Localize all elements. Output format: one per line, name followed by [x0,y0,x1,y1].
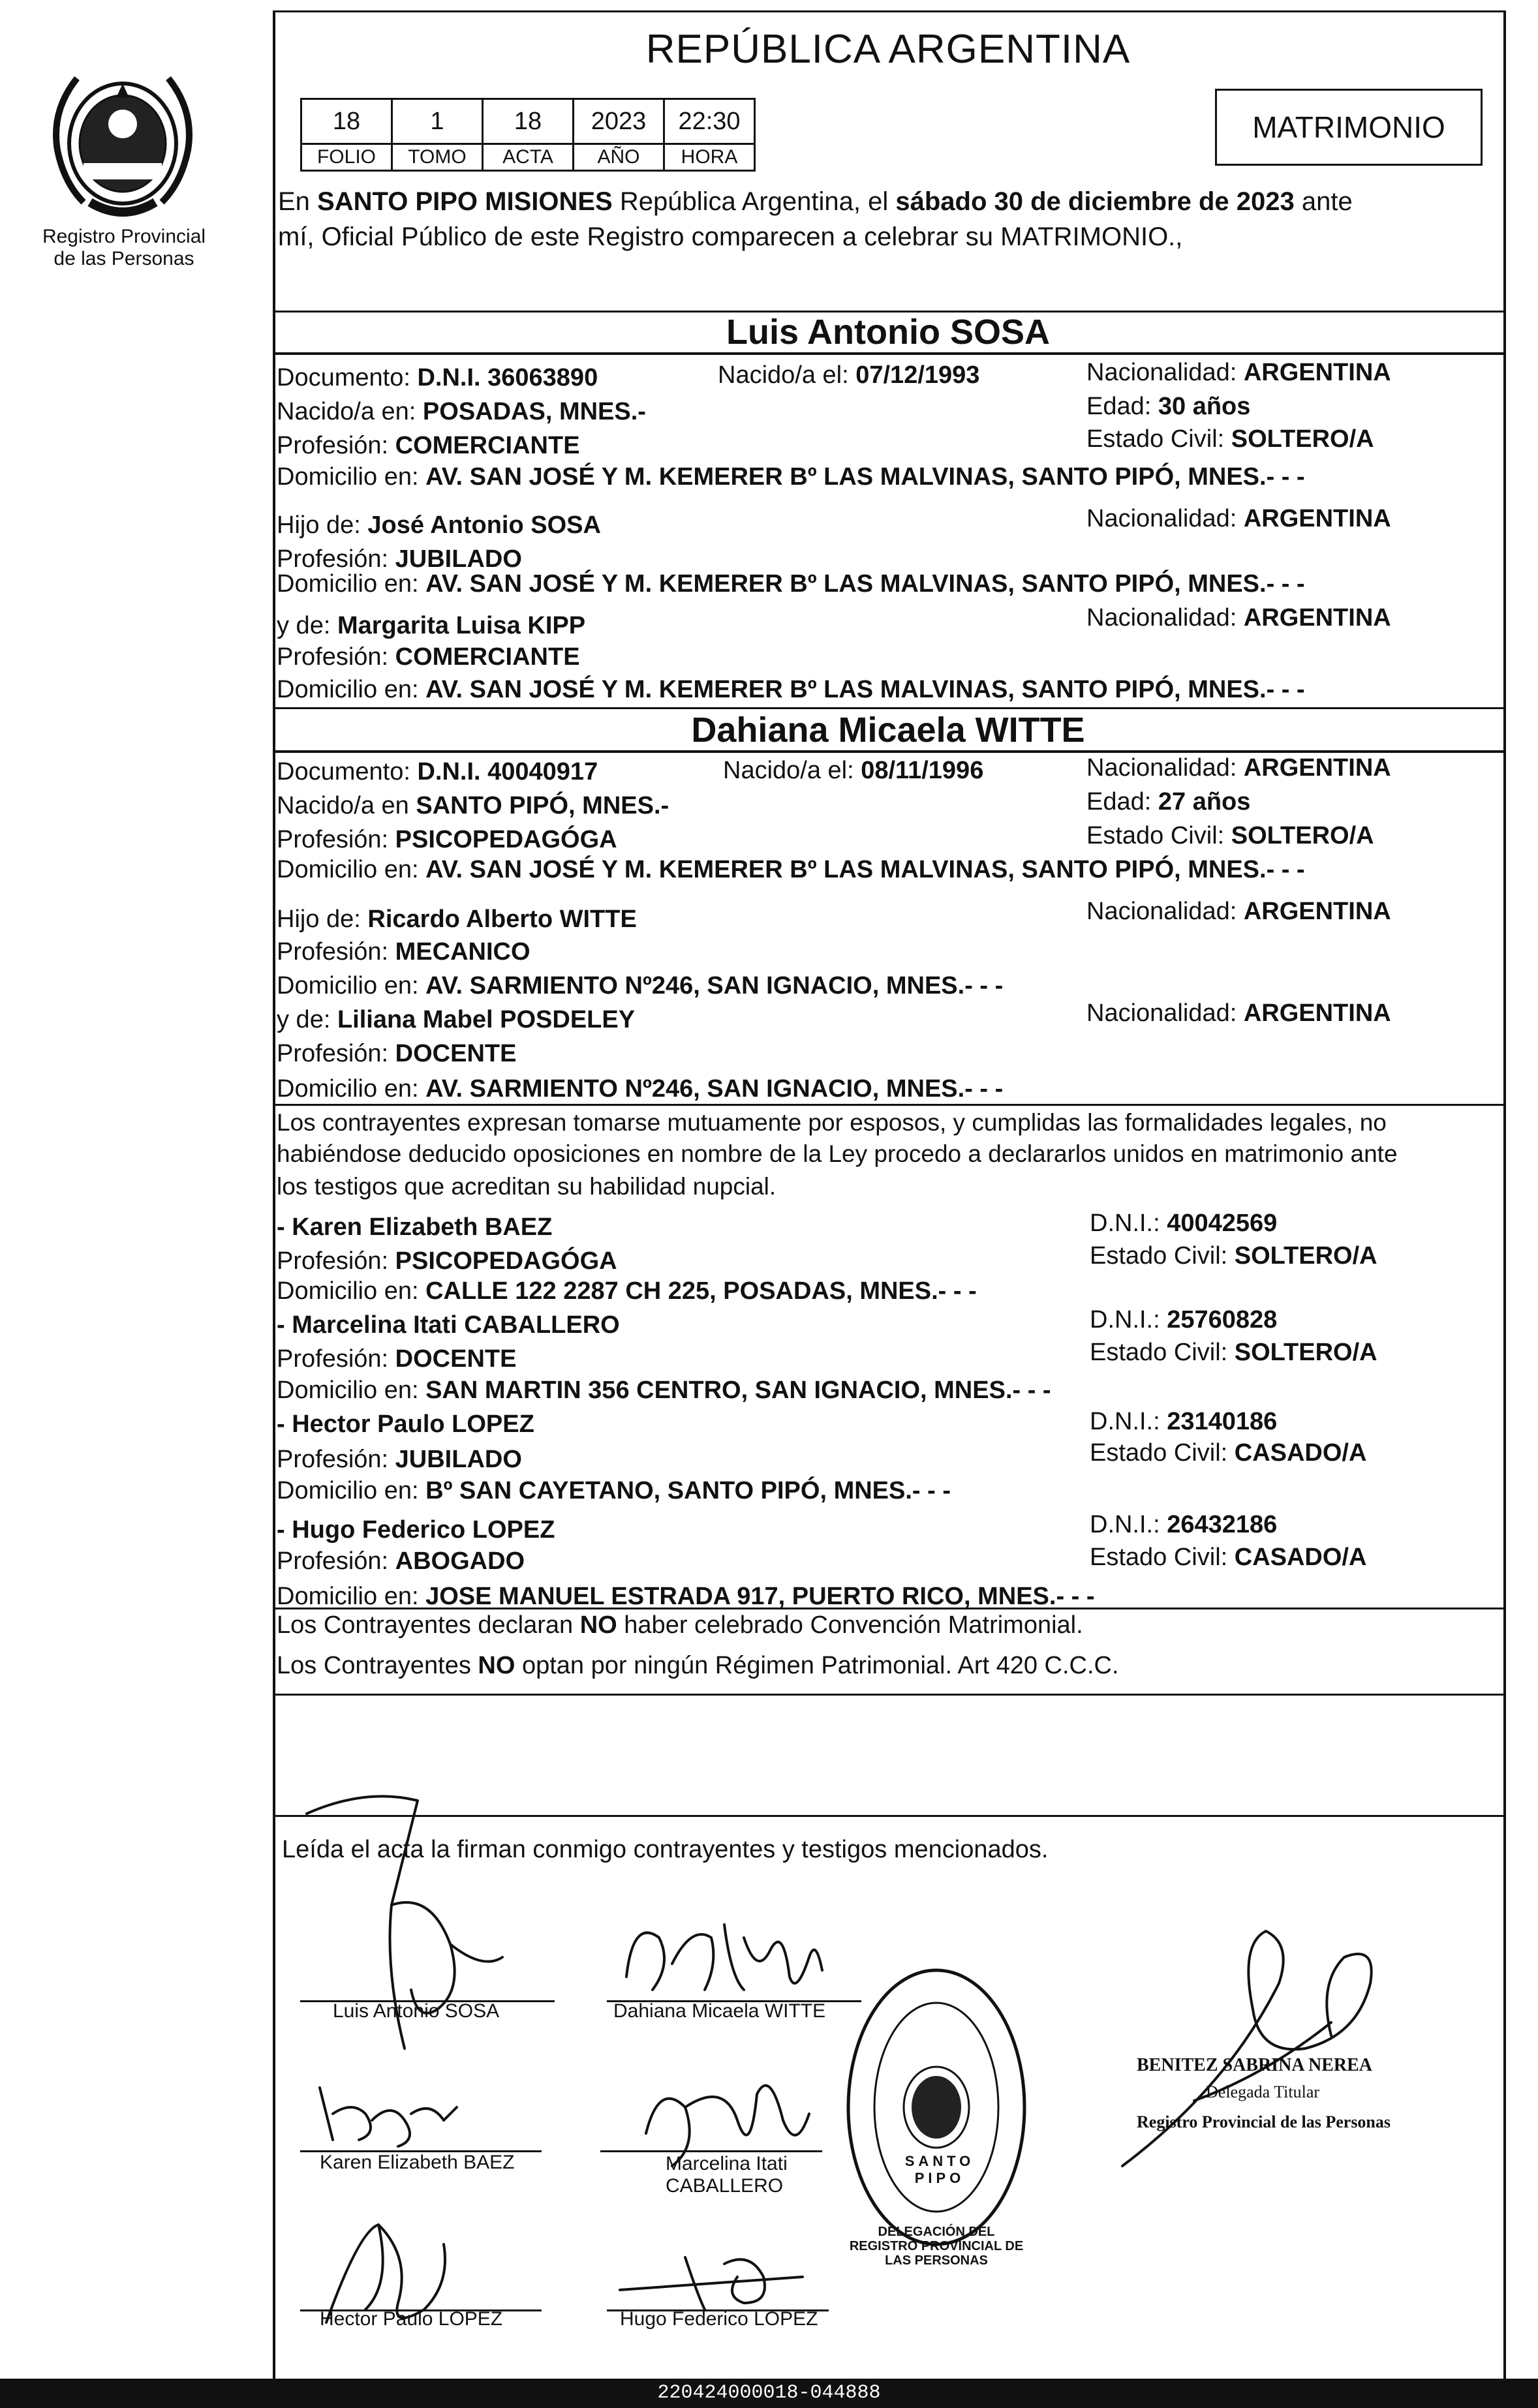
witness-civil-status [1090,1337,1377,1367]
bride-age [1086,787,1250,817]
label: Hijo de: [277,906,368,933]
label: Domicilio en: [277,1377,426,1404]
label: Domicilio en: [277,856,426,883]
stamp-icon [842,1964,1031,2251]
label: Nacionalidad: [1086,999,1244,1027]
province-seal [38,52,208,222]
witness-address [277,1476,951,1506]
register-labels-row [301,144,755,171]
province-seal-icon [38,52,208,222]
label: Estado Civil: [1086,822,1231,849]
label: Nacionalidad: [1086,359,1244,386]
signature-name-bride: Dahiana Micaela WITTE [613,2000,826,2022]
groom-address [277,462,1305,492]
value: ABOGADO [395,1547,525,1575]
label: D.N.I.: [1090,1511,1167,1538]
label: Hijo de: [277,511,368,539]
register-table [300,98,756,172]
divider [273,352,1503,355]
registry-name-line2: de las Personas [54,248,194,269]
bride-address [277,855,1305,885]
label: Nacionalidad: [1086,604,1244,632]
value: DOCENTE [395,1345,517,1373]
value: ARGENTINA [1243,359,1391,386]
value: SOLTERO/A [1234,1242,1377,1270]
label: Estado Civil: [1086,425,1231,453]
bride-mother-nationality [1086,998,1391,1028]
label: y de: [277,1006,337,1033]
value: AV. SAN JOSÉ Y M. KEMERER Bº LAS MALVINAS, SANTO PIPÓ, MNES.- - - [425,856,1305,883]
label: Domicilio en: [277,1583,426,1610]
value: POSADAS, MNES.- [422,398,646,425]
value: 27 años [1158,788,1251,815]
label: Domicilio en: [277,1075,426,1103]
value: 08/11/1996 [861,757,984,784]
signature-name-witness-2-line1: Marcelina Itati [666,2153,788,2174]
bride-mother-profession [277,1039,516,1069]
label: Domicilio en: [277,1277,426,1305]
registry-name-line1: Registro Provincial [42,226,206,247]
declaration-line-2: habiéndose deducido oposiciones en nombre de la Ley procedo a declararlos unidos en matrimonio ante [277,1140,1398,1167]
witness-dni [1090,1407,1277,1437]
value: AV. SAN JOSÉ Y M. KEMERER Bº LAS MALVINAS, SANTO PIPÓ, MNES.- - - [425,676,1305,703]
document-code-bar [0,2379,1538,2408]
value: 26432186 [1167,1511,1278,1538]
label: Profesión: [277,432,395,459]
groom-profession [277,431,580,461]
acta-label: ACTA [483,144,574,171]
value: CALLE 122 2287 CH 225, POSADAS, MNES.- - - [425,1277,977,1305]
value: JUBILADO [395,545,522,573]
signature-name-witness-2-line2: CABALLERO [666,2175,784,2197]
signature-name-witness-4: Hugo Federico LOPEZ [620,2308,818,2330]
label: Nacido/a el: [718,361,856,389]
value: AV. SARMIENTO Nº246, SAN IGNACIO, MNES.- - - [425,972,1004,999]
value: COMERCIANTE [395,643,580,671]
groom-mother [277,611,585,641]
groom-father [277,510,601,540]
page-title: REPÚBLICA ARGENTINA [645,27,1131,72]
declaration-line-3: los testigos que acreditan su habilidad nupcial. [277,1173,777,1200]
label: Profesión: [277,1040,395,1067]
folio-label: FOLIO [301,144,392,171]
label: Nacido/a en: [277,398,423,425]
witness-name: - Marcelina Itati CABALLERO [277,1311,620,1339]
bride-name: Dahiana Micaela WITTE [691,710,1085,750]
label: y de: [277,612,337,639]
bride-father-profession [277,937,531,967]
value: 07/12/1993 [855,361,980,389]
text: Los Contrayentes declaran [277,1611,580,1639]
signature-witness-4 [607,2238,829,2316]
regimen-line-2 [277,1651,1119,1681]
value: D.N.I. 36063890 [417,364,598,391]
intro-line-2: mí, Oficial Público de este Registro comparecen a celebrar su MATRIMONIO., [278,222,1183,251]
label: Edad: [1086,393,1158,420]
tomo-value: 1 [392,99,483,144]
signature-witness-3 [307,2205,476,2336]
label: Nacionalidad: [1086,754,1244,782]
value: COMERCIANTE [395,432,580,459]
witness-civil-status [1090,1542,1366,1572]
value: AV. SAN JOSÉ Y M. KEMERER Bº LAS MALVINAS, SANTO PIPÓ, MNES.- - - [425,570,1305,598]
bride-profession [277,825,617,855]
label: D.N.I.: [1090,1210,1167,1237]
officer-office: Registro Provincial de las Personas [1137,2112,1391,2131]
value: SOLTERO/A [1234,1339,1377,1366]
label: Estado Civil: [1090,1339,1235,1366]
register-values-row [301,99,755,144]
value: Bº SAN CAYETANO, SANTO PIPÓ, MNES.- - - [425,1477,951,1504]
officer-name: BENITEZ SABRINA NEREA [1137,2055,1372,2075]
label: Profesión: [277,938,395,966]
value: MECANICO [395,938,531,966]
value: DOCENTE [395,1040,517,1067]
groom-father-address [277,569,1305,599]
intro-text: República Argentina, el [612,187,896,216]
value: D.N.I. 40040917 [417,758,598,785]
label: Nacido/a en [277,792,416,819]
groom-mother-profession [277,642,580,672]
text: haber celebrado Convención Matrimonial. [617,1611,1083,1639]
hora-value: 22:30 [664,99,755,144]
label: D.N.I.: [1090,1306,1167,1334]
intro-date: sábado 30 de diciembre de 2023 [895,187,1295,216]
value: Margarita Luisa KIPP [337,612,586,639]
value: 25760828 [1167,1306,1278,1334]
signature-bride [613,1898,835,2003]
signature-witness-2 [626,2055,822,2186]
groom-civil-status [1086,424,1374,454]
label: Profesión: [277,826,395,853]
label: Profesión: [277,1247,395,1275]
text: optan por ningún Régimen Patrimonial. Art 420 C.C.C. [515,1652,1119,1679]
groom-birth-date [718,360,979,390]
witness-dni [1090,1208,1277,1238]
label: D.N.I.: [1090,1408,1167,1435]
intro-text: ante [1294,187,1353,216]
label: Domicilio en: [277,972,426,999]
value: ARGENTINA [1243,898,1391,925]
signature-officer [1096,1905,1462,2179]
witness-profession [277,1546,525,1576]
value: SANTO PIPÓ, MNES.- [416,792,669,819]
witness-name: - Hugo Federico LOPEZ [277,1516,555,1544]
divider [273,1608,1503,1609]
official-stamp [842,1964,1031,2251]
groom-mother-nationality [1086,603,1391,633]
stamp-center-text: SANTO PIPO [904,2153,975,2186]
value: José Antonio SOSA [367,511,601,539]
bride-birth-place [277,791,669,821]
bride-civil-status [1086,821,1374,851]
label: Profesión: [277,1547,395,1575]
value: ARGENTINA [1243,505,1391,532]
officer-role: Delegada Titular [1206,2082,1320,2101]
bride-father [277,904,637,934]
label: Domicilio en: [277,463,426,491]
label: Documento: [277,758,418,785]
value: 40042569 [1167,1210,1278,1237]
witness-name: - Karen Elizabeth BAEZ [277,1213,553,1241]
value: PSICOPEDAGÓGA [395,1247,617,1275]
witness-civil-status [1090,1241,1377,1271]
witness-dni [1090,1305,1277,1335]
bride-mother-address [277,1074,1003,1104]
bride-documento [277,757,598,787]
label: Domicilio en: [277,1477,426,1504]
label: Estado Civil: [1090,1544,1235,1571]
intro-text: En [278,187,318,216]
witness-address [277,1375,1051,1405]
value: 23140186 [1167,1408,1278,1435]
label: Edad: [1086,788,1158,815]
value: CASADO/A [1234,1439,1367,1467]
record-type-box [1215,89,1483,166]
witness-profession [277,1444,522,1474]
signature-name-groom: Luis Antonio SOSA [333,2000,500,2022]
groom-name: Luis Antonio SOSA [726,312,1050,352]
label: Estado Civil: [1090,1242,1235,1270]
groom-age [1086,391,1250,421]
acta-value: 18 [483,99,574,144]
signature-name-witness-1: Karen Elizabeth BAEZ [320,2152,515,2173]
stamp-ring-text: DELEGACIÓN DEL REGISTRO PROVINCIAL DE LAS PERSONAS [849,2225,1024,2268]
signature-witness-1 [307,2075,476,2153]
regimen-line-1 [277,1610,1083,1640]
label: Nacido/a el: [723,757,861,784]
signature-name-witness-3: Hector Paulo LOPEZ [320,2308,503,2330]
label: Documento: [277,364,418,391]
divider [273,707,1503,709]
label: Domicilio en: [277,570,426,598]
witness-name: - Hector Paulo LOPEZ [277,1410,534,1438]
witness-civil-status [1090,1438,1366,1468]
signature-groom [287,1775,561,2075]
emphasis: NO [478,1652,515,1679]
document-code: 220424000018-044888 [657,2382,881,2404]
anio-label: AÑO [574,144,664,171]
bride-father-address [277,971,1003,1001]
value: CASADO/A [1234,1544,1367,1571]
closing-text: Leída el acta la firman conmigo contrayentes y testigos mencionados. [282,1836,1049,1863]
value: SOLTERO/A [1231,822,1374,849]
groom-father-nationality [1086,504,1391,534]
label: Profesión: [277,1345,395,1373]
text: Los Contrayentes [277,1652,478,1679]
value: ARGENTINA [1243,604,1391,632]
divider [273,1694,1503,1696]
folio-value: 18 [301,99,392,144]
groom-birth-place [277,397,646,427]
anio-value: 2023 [574,99,664,144]
value: ARGENTINA [1243,999,1391,1027]
label: Nacionalidad: [1086,505,1244,532]
value: ARGENTINA [1243,754,1391,782]
label: Estado Civil: [1090,1439,1235,1467]
value: Liliana Mabel POSDELEY [337,1006,636,1033]
witness-dni [1090,1510,1277,1540]
value: PSICOPEDAGÓGA [395,826,617,853]
emphasis: NO [579,1611,617,1639]
value: SAN MARTIN 356 CENTRO, SAN IGNACIO, MNES.- - - [425,1377,1051,1404]
bride-mother [277,1005,635,1035]
value: AV. SAN JOSÉ Y M. KEMERER Bº LAS MALVINAS, SANTO PIPÓ, MNES.- - - [425,463,1305,491]
witness-address [277,1276,977,1306]
value: 30 años [1158,393,1251,420]
witness-profession [277,1344,516,1374]
bride-nationality [1086,753,1391,783]
witness-profession [277,1246,617,1276]
declaration-line-1: Los contrayentes expresan tomarse mutuamente por esposos, y cumplidas las formalidades legales, no [277,1109,1387,1136]
bride-birth-date [723,755,983,785]
label: Nacionalidad: [1086,898,1244,925]
tomo-label: TOMO [392,144,483,171]
record-type: MATRIMONIO [1252,110,1445,144]
groom-nationality [1086,358,1391,388]
intro-place: SANTO PIPO MISIONES [317,187,613,216]
groom-documento [277,363,598,393]
label: Profesión: [277,545,395,573]
hora-label: HORA [664,144,755,171]
divider [273,1104,1503,1106]
value: SOLTERO/A [1231,425,1374,453]
intro-line-1 [278,187,1353,217]
label: Profesión: [277,1446,395,1473]
value: Ricardo Alberto WITTE [367,906,637,933]
value: JOSE MANUEL ESTRADA 917, PUERTO RICO, MNES.- - - [425,1583,1095,1610]
value: AV. SARMIENTO Nº246, SAN IGNACIO, MNES.- - - [425,1075,1004,1103]
bride-father-nationality [1086,896,1391,926]
label: Domicilio en: [277,676,426,703]
label: Profesión: [277,643,395,671]
groom-mother-address [277,675,1305,705]
value: JUBILADO [395,1446,522,1473]
